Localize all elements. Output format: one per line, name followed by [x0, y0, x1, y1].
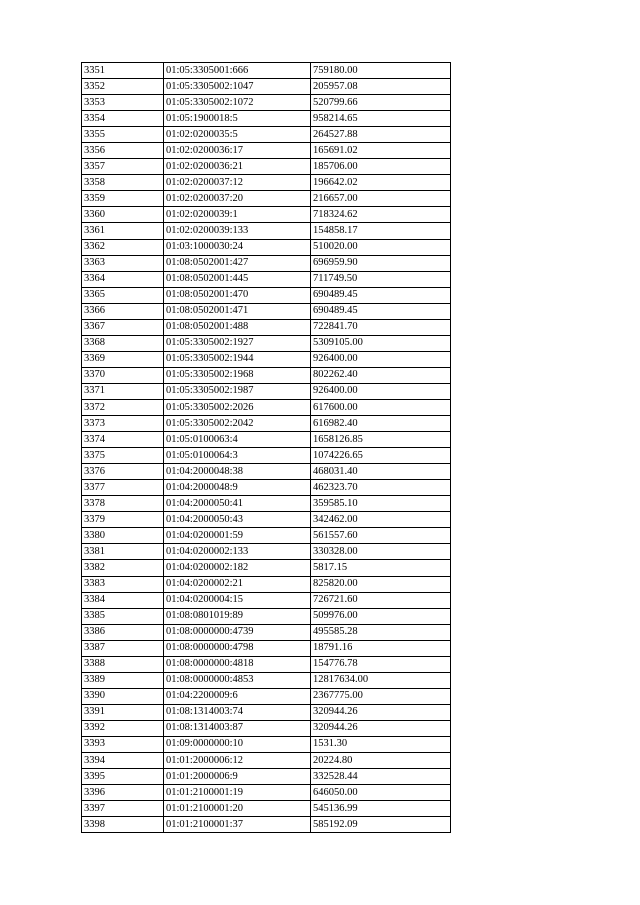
value-cell: 759180.00 — [311, 63, 451, 79]
row-number-cell: 3352 — [82, 79, 164, 95]
cadastral-number-cell: 01:04:2000048:38 — [164, 464, 311, 480]
value-cell: 825820.00 — [311, 576, 451, 592]
table-row — [82, 480, 451, 496]
row-number-cell: 3361 — [82, 223, 164, 239]
cadastral-number-cell: 01:05:3305002:2026 — [164, 399, 311, 415]
value-cell: 196642.02 — [311, 175, 451, 191]
value-cell: 646050.00 — [311, 785, 451, 801]
row-number-cell: 3398 — [82, 817, 164, 833]
row-number-cell: 3358 — [82, 175, 164, 191]
cadastral-number-cell: 01:02:0200037:20 — [164, 191, 311, 207]
row-number-cell: 3383 — [82, 576, 164, 592]
row-number-cell: 3397 — [82, 801, 164, 817]
cadastral-number-cell: 01:08:0502001:471 — [164, 303, 311, 319]
value-cell: 264527.88 — [311, 127, 451, 143]
table-row — [82, 223, 451, 239]
table-row — [82, 287, 451, 303]
value-cell: 510020.00 — [311, 239, 451, 255]
row-number-cell: 3390 — [82, 688, 164, 704]
row-number-cell: 3351 — [82, 63, 164, 79]
row-number-cell: 3393 — [82, 736, 164, 752]
row-number-cell: 3380 — [82, 528, 164, 544]
row-number-cell: 3353 — [82, 95, 164, 111]
table-row — [82, 335, 451, 351]
value-cell: 690489.45 — [311, 303, 451, 319]
table-row — [82, 255, 451, 271]
value-cell: 320944.26 — [311, 720, 451, 736]
table-row — [82, 351, 451, 367]
cadastral-number-cell: 01:09:0000000:10 — [164, 736, 311, 752]
value-cell: 509976.00 — [311, 608, 451, 624]
table-row — [82, 367, 451, 383]
table-row — [82, 496, 451, 512]
value-cell: 711749.50 — [311, 271, 451, 287]
cadastral-number-cell: 01:02:0200036:21 — [164, 159, 311, 175]
cadastral-number-cell: 01:05:3305002:1987 — [164, 383, 311, 399]
cadastral-number-cell: 01:05:3305002:1072 — [164, 95, 311, 111]
value-cell: 561557.60 — [311, 528, 451, 544]
value-cell: 616982.40 — [311, 416, 451, 432]
row-number-cell: 3385 — [82, 608, 164, 624]
cadastral-number-cell: 01:08:1314003:87 — [164, 720, 311, 736]
row-number-cell: 3384 — [82, 592, 164, 608]
row-number-cell: 3367 — [82, 319, 164, 335]
table-row — [82, 416, 451, 432]
cadastral-number-cell: 01:05:3305002:1047 — [164, 79, 311, 95]
row-number-cell: 3365 — [82, 287, 164, 303]
cadastral-number-cell: 01:04:2000048:9 — [164, 480, 311, 496]
cadastral-number-cell: 01:04:0200002:133 — [164, 544, 311, 560]
table-row — [82, 79, 451, 95]
cadastral-number-cell: 01:05:3305002:1944 — [164, 351, 311, 367]
value-cell: 696959.90 — [311, 255, 451, 271]
cadastral-number-cell: 01:08:0801019:89 — [164, 608, 311, 624]
cadastral-number-cell: 01:08:0000000:4853 — [164, 672, 311, 688]
cadastral-number-cell: 01:05:0100063:4 — [164, 432, 311, 448]
value-cell: 12817634.00 — [311, 672, 451, 688]
row-number-cell: 3360 — [82, 207, 164, 223]
cadastral-number-cell: 01:04:0200002:182 — [164, 560, 311, 576]
row-number-cell: 3369 — [82, 351, 164, 367]
table-row — [82, 383, 451, 399]
value-cell: 718324.62 — [311, 207, 451, 223]
row-number-cell: 3355 — [82, 127, 164, 143]
table-row — [82, 143, 451, 159]
value-cell: 216657.00 — [311, 191, 451, 207]
table-row — [82, 95, 451, 111]
row-number-cell: 3366 — [82, 303, 164, 319]
table-row — [82, 464, 451, 480]
table-row — [82, 303, 451, 319]
table-row — [82, 207, 451, 223]
cadastral-number-cell: 01:02:0200035:5 — [164, 127, 311, 143]
row-number-cell: 3363 — [82, 255, 164, 271]
cadastral-number-cell: 01:01:2100001:20 — [164, 801, 311, 817]
cadastral-number-cell: 01:04:2000050:43 — [164, 512, 311, 528]
table-row — [82, 624, 451, 640]
table-row — [82, 785, 451, 801]
row-number-cell: 3357 — [82, 159, 164, 175]
cadastral-number-cell: 01:04:0200002:21 — [164, 576, 311, 592]
table-row — [82, 736, 451, 752]
row-number-cell: 3364 — [82, 271, 164, 287]
cadastral-number-cell: 01:08:0502001:427 — [164, 255, 311, 271]
table-row — [82, 592, 451, 608]
value-cell: 332528.44 — [311, 769, 451, 785]
table-row — [82, 672, 451, 688]
value-cell: 926400.00 — [311, 351, 451, 367]
row-number-cell: 3395 — [82, 769, 164, 785]
value-cell: 722841.70 — [311, 319, 451, 335]
cadastral-number-cell: 01:01:2000006:12 — [164, 753, 311, 769]
cadastral-number-cell: 01:01:2100001:37 — [164, 817, 311, 833]
row-number-cell: 3394 — [82, 753, 164, 769]
value-cell: 20224.80 — [311, 753, 451, 769]
table-row — [82, 753, 451, 769]
row-number-cell: 3382 — [82, 560, 164, 576]
value-cell: 154858.17 — [311, 223, 451, 239]
value-cell: 320944.26 — [311, 704, 451, 720]
table-row — [82, 111, 451, 127]
value-cell: 617600.00 — [311, 399, 451, 415]
cadastral-number-cell: 01:08:0502001:470 — [164, 287, 311, 303]
value-cell: 185706.00 — [311, 159, 451, 175]
value-cell: 5309105.00 — [311, 335, 451, 351]
cadastral-number-cell: 01:05:3305002:2042 — [164, 416, 311, 432]
value-cell: 520799.66 — [311, 95, 451, 111]
cadastral-number-cell: 01:01:2000006:9 — [164, 769, 311, 785]
row-number-cell: 3389 — [82, 672, 164, 688]
cadastral-value-table — [81, 62, 451, 833]
value-cell: 5817.15 — [311, 560, 451, 576]
value-cell: 495585.28 — [311, 624, 451, 640]
row-number-cell: 3371 — [82, 383, 164, 399]
value-cell: 359585.10 — [311, 496, 451, 512]
value-cell: 165691.02 — [311, 143, 451, 159]
value-cell: 926400.00 — [311, 383, 451, 399]
row-number-cell: 3379 — [82, 512, 164, 528]
table-row — [82, 704, 451, 720]
row-number-cell: 3375 — [82, 448, 164, 464]
cadastral-number-cell: 01:08:1314003:74 — [164, 704, 311, 720]
table-row — [82, 159, 451, 175]
table-row — [82, 319, 451, 335]
value-cell: 205957.08 — [311, 79, 451, 95]
table-row — [82, 656, 451, 672]
row-number-cell: 3387 — [82, 640, 164, 656]
value-cell: 330328.00 — [311, 544, 451, 560]
table-row — [82, 399, 451, 415]
table-row — [82, 720, 451, 736]
value-cell: 468031.40 — [311, 464, 451, 480]
cadastral-number-cell: 01:02:0200037:12 — [164, 175, 311, 191]
value-cell: 1531.30 — [311, 736, 451, 752]
table-row — [82, 817, 451, 833]
table-row — [82, 432, 451, 448]
value-cell: 1074226.65 — [311, 448, 451, 464]
cadastral-number-cell: 01:08:0000000:4739 — [164, 624, 311, 640]
table-body — [82, 63, 451, 833]
value-cell: 958214.65 — [311, 111, 451, 127]
row-number-cell: 3362 — [82, 239, 164, 255]
cadastral-number-cell: 01:05:1900018:5 — [164, 111, 311, 127]
row-number-cell: 3359 — [82, 191, 164, 207]
table-row — [82, 576, 451, 592]
table-row — [82, 271, 451, 287]
table-row — [82, 175, 451, 191]
table-row — [82, 688, 451, 704]
cadastral-number-cell: 01:08:0502001:445 — [164, 271, 311, 287]
table-row — [82, 127, 451, 143]
table-row — [82, 63, 451, 79]
value-cell: 18791.16 — [311, 640, 451, 656]
cadastral-number-cell: 01:04:0200001:59 — [164, 528, 311, 544]
table-row — [82, 608, 451, 624]
row-number-cell: 3388 — [82, 656, 164, 672]
value-cell: 802262.40 — [311, 367, 451, 383]
value-cell: 2367775.00 — [311, 688, 451, 704]
cadastral-number-cell: 01:05:3305002:1927 — [164, 335, 311, 351]
cadastral-number-cell: 01:08:0000000:4798 — [164, 640, 311, 656]
row-number-cell: 3392 — [82, 720, 164, 736]
row-number-cell: 3386 — [82, 624, 164, 640]
cadastral-number-cell: 01:01:2100001:19 — [164, 785, 311, 801]
table-row — [82, 528, 451, 544]
row-number-cell: 3356 — [82, 143, 164, 159]
row-number-cell: 3354 — [82, 111, 164, 127]
cadastral-number-cell: 01:05:3305002:1968 — [164, 367, 311, 383]
table-row — [82, 448, 451, 464]
table-row — [82, 640, 451, 656]
row-number-cell: 3378 — [82, 496, 164, 512]
row-number-cell: 3396 — [82, 785, 164, 801]
cadastral-number-cell: 01:05:3305001:666 — [164, 63, 311, 79]
table-row — [82, 191, 451, 207]
table-row — [82, 769, 451, 785]
value-cell: 1658126.85 — [311, 432, 451, 448]
cadastral-number-cell: 01:02:0200039:133 — [164, 223, 311, 239]
table-row — [82, 801, 451, 817]
row-number-cell: 3391 — [82, 704, 164, 720]
value-cell: 342462.00 — [311, 512, 451, 528]
cadastral-number-cell: 01:04:2200009:6 — [164, 688, 311, 704]
table-row — [82, 560, 451, 576]
row-number-cell: 3377 — [82, 480, 164, 496]
row-number-cell: 3381 — [82, 544, 164, 560]
value-cell: 585192.09 — [311, 817, 451, 833]
cadastral-number-cell: 01:08:0000000:4818 — [164, 656, 311, 672]
row-number-cell: 3376 — [82, 464, 164, 480]
value-cell: 462323.70 — [311, 480, 451, 496]
value-cell: 726721.60 — [311, 592, 451, 608]
value-cell: 154776.78 — [311, 656, 451, 672]
cadastral-number-cell: 01:02:0200039:1 — [164, 207, 311, 223]
table-row — [82, 512, 451, 528]
cadastral-number-cell: 01:03:1000030:24 — [164, 239, 311, 255]
row-number-cell: 3373 — [82, 416, 164, 432]
value-cell: 545136.99 — [311, 801, 451, 817]
row-number-cell: 3374 — [82, 432, 164, 448]
row-number-cell: 3368 — [82, 335, 164, 351]
cadastral-number-cell: 01:04:2000050:41 — [164, 496, 311, 512]
cadastral-number-cell: 01:02:0200036:17 — [164, 143, 311, 159]
table-row — [82, 544, 451, 560]
row-number-cell: 3372 — [82, 399, 164, 415]
table-row — [82, 239, 451, 255]
row-number-cell: 3370 — [82, 367, 164, 383]
cadastral-number-cell: 01:08:0502001:488 — [164, 319, 311, 335]
value-cell: 690489.45 — [311, 287, 451, 303]
cadastral-number-cell: 01:04:0200004:15 — [164, 592, 311, 608]
cadastral-number-cell: 01:05:0100064:3 — [164, 448, 311, 464]
